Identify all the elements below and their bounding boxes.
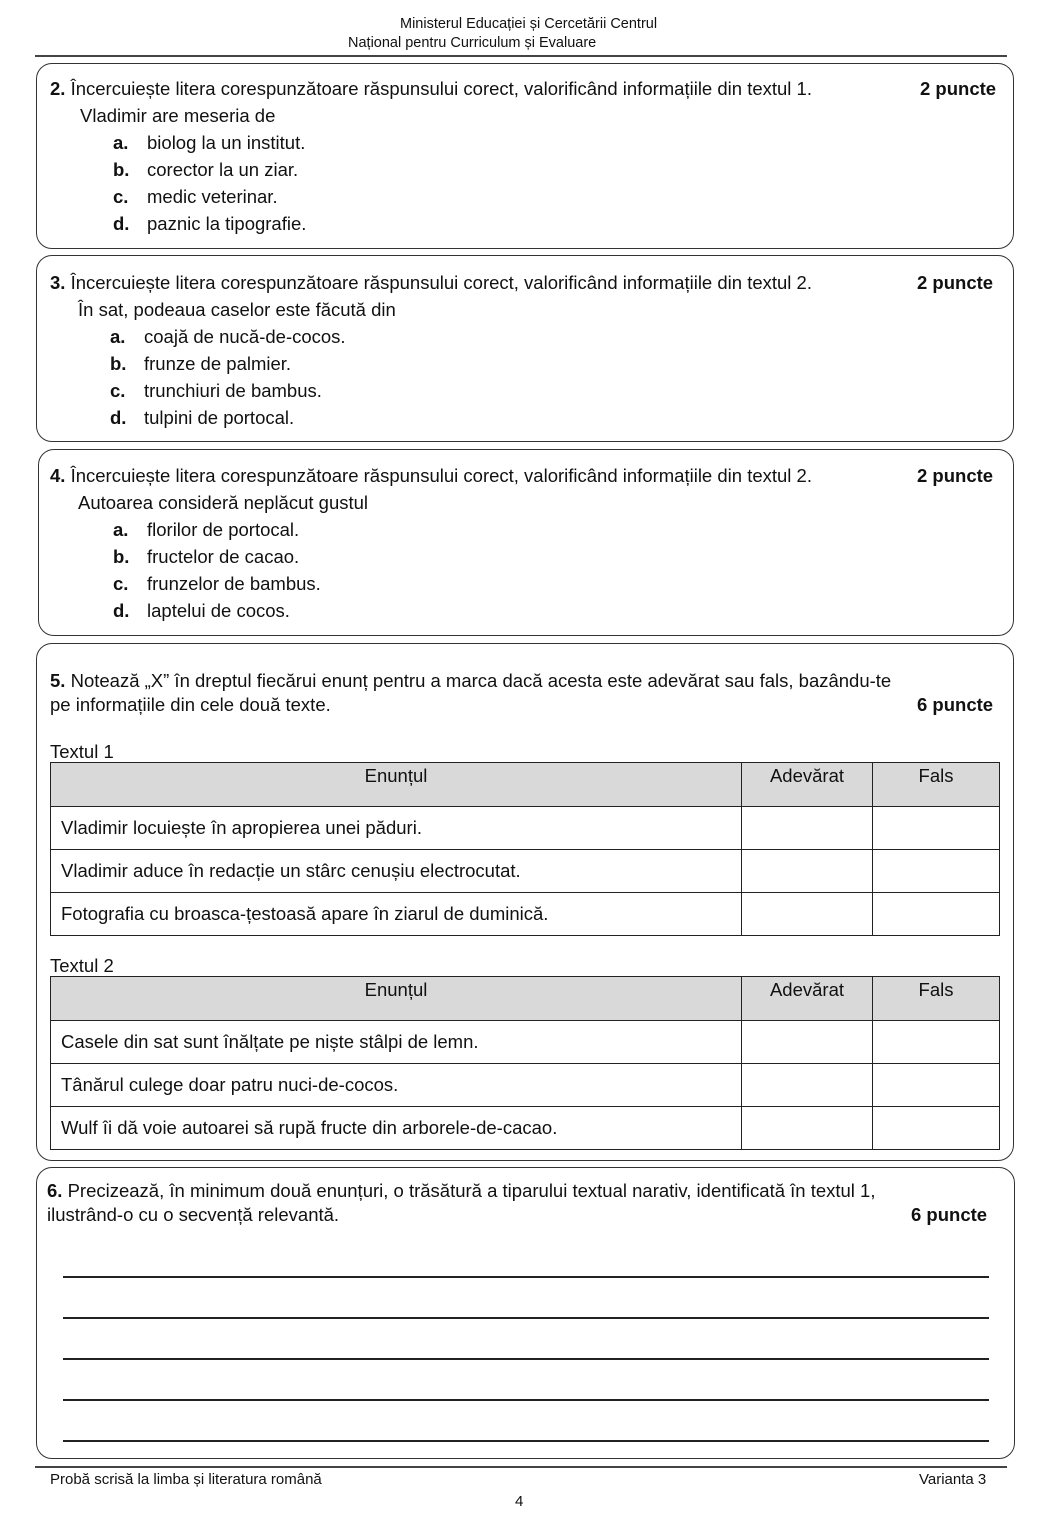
table-row [51, 850, 1000, 893]
header-line-1: Ministerul Educației și Cercetării Centrul [400, 16, 658, 32]
true-checkbox-cell[interactable] [742, 893, 873, 936]
footer-variant: Varianta 3 [919, 1471, 987, 1488]
q4-option-d[interactable]: d. laptelui de cocos. [113, 600, 290, 621]
text-2-label: Textul 2 [50, 955, 114, 976]
col-true: Adevărat [742, 977, 873, 1021]
footer-exam-name: Probă scrisă la limba și literatura română [50, 1471, 322, 1488]
table-row [51, 807, 1000, 850]
header-rule [35, 55, 1007, 57]
table-row [51, 1064, 1000, 1107]
answer-line[interactable] [63, 1317, 989, 1319]
text-1-label: Textul 1 [50, 741, 114, 762]
footer-rule [35, 1466, 1007, 1468]
question-5-points: 6 puncte [917, 694, 994, 715]
question-2-points: 2 puncte [920, 78, 997, 99]
statement-cell: Casele din sat sunt înălțate pe niște stâlpi de lemn. [51, 1021, 742, 1064]
question-5-prompt-line-1: 5. Notează „X” în dreptul fiecărui enunț pentru a marca dacă acesta este adevărat sau fals, bazându-te [50, 670, 892, 691]
q2-option-d[interactable]: d. paznic la tipografie. [113, 213, 307, 234]
statement-cell: Wulf îi dă voie autoarei să rupă fructe din arborele-de-cacao. [51, 1107, 742, 1150]
answer-line[interactable] [63, 1276, 989, 1278]
question-2-prompt: 2. Încercuiește litera corespunzătoare răspunsului corect, valorificând informațiile din textul 1. [50, 78, 812, 99]
col-statement: Enunțul [51, 977, 742, 1021]
false-checkbox-cell[interactable] [873, 1064, 1000, 1107]
false-checkbox-cell[interactable] [873, 807, 1000, 850]
question-3-prompt: 3. Încercuiește litera corespunzătoare răspunsului corect, valorificând informațiile din textul 2. [50, 272, 812, 293]
false-checkbox-cell[interactable] [873, 850, 1000, 893]
col-true: Adevărat [742, 763, 873, 807]
question-5-prompt-line-2: pe informațiile din cele două texte. [50, 694, 331, 715]
answer-line[interactable] [63, 1358, 989, 1360]
answer-line[interactable] [63, 1440, 989, 1442]
false-checkbox-cell[interactable] [873, 893, 1000, 936]
table-row [51, 893, 1000, 936]
text-2-table [50, 976, 1000, 1150]
q3-option-c[interactable]: c. trunchiuri de bambus. [110, 380, 322, 401]
true-checkbox-cell[interactable] [742, 1021, 873, 1064]
table-header-row [51, 763, 1000, 807]
true-checkbox-cell[interactable] [742, 1107, 873, 1150]
q3-option-a[interactable]: a. coajă de nucă-de-cocos. [110, 326, 346, 347]
question-4-prompt: 4. Încercuiește litera corespunzătoare răspunsului corect, valorificând informațiile din textul 2. [50, 465, 812, 486]
question-2-stem: Vladimir are meseria de [80, 105, 276, 126]
table-row [51, 1107, 1000, 1150]
false-checkbox-cell[interactable] [873, 1107, 1000, 1150]
question-3-stem: În sat, podeaua caselor este făcută din [78, 299, 396, 320]
header-line-2: Național pentru Curriculum și Evaluare [348, 35, 597, 51]
question-6-prompt-line-1: 6. Precizează, în minimum două enunțuri, o trăsătură a tiparului textual narativ, identificată în textul 1, [47, 1180, 876, 1201]
question-6-points: 6 puncte [911, 1204, 988, 1225]
table-row [51, 1021, 1000, 1064]
text-1-table [50, 762, 1000, 936]
question-3-points: 2 puncte [917, 272, 994, 293]
q4-option-a[interactable]: a. florilor de portocal. [113, 519, 300, 540]
q2-option-b[interactable]: b. corector la un ziar. [113, 159, 299, 180]
question-4-points: 2 puncte [917, 465, 994, 486]
page-number: 4 [515, 1493, 524, 1510]
question-6-prompt-line-2: ilustrând-o cu o secvență relevantă. [47, 1204, 340, 1225]
col-false: Fals [873, 977, 1000, 1021]
col-false: Fals [873, 763, 1000, 807]
true-checkbox-cell[interactable] [742, 807, 873, 850]
statement-cell: Vladimir locuiește în apropierea unei păduri. [51, 807, 742, 850]
answer-line[interactable] [63, 1399, 989, 1401]
q3-option-d[interactable]: d. tulpini de portocal. [110, 407, 295, 428]
question-4-stem: Autoarea consideră neplăcut gustul [78, 492, 369, 513]
statement-cell: Tânărul culege doar patru nuci-de-cocos. [51, 1064, 742, 1107]
q2-option-c[interactable]: c. medic veterinar. [113, 186, 278, 207]
true-checkbox-cell[interactable] [742, 1064, 873, 1107]
q4-option-c[interactable]: c. frunzelor de bambus. [113, 573, 321, 594]
true-checkbox-cell[interactable] [742, 850, 873, 893]
statement-cell: Fotografia cu broasca-țestoasă apare în ziarul de duminică. [51, 893, 742, 936]
q4-option-b[interactable]: b. fructelor de cacao. [113, 546, 300, 567]
false-checkbox-cell[interactable] [873, 1021, 1000, 1064]
col-statement: Enunțul [51, 763, 742, 807]
q2-option-a[interactable]: a. biolog la un institut. [113, 132, 306, 153]
table-header-row [51, 977, 1000, 1021]
q3-option-b[interactable]: b. frunze de palmier. [110, 353, 292, 374]
statement-cell: Vladimir aduce în redacție un stârc cenușiu electrocutat. [51, 850, 742, 893]
